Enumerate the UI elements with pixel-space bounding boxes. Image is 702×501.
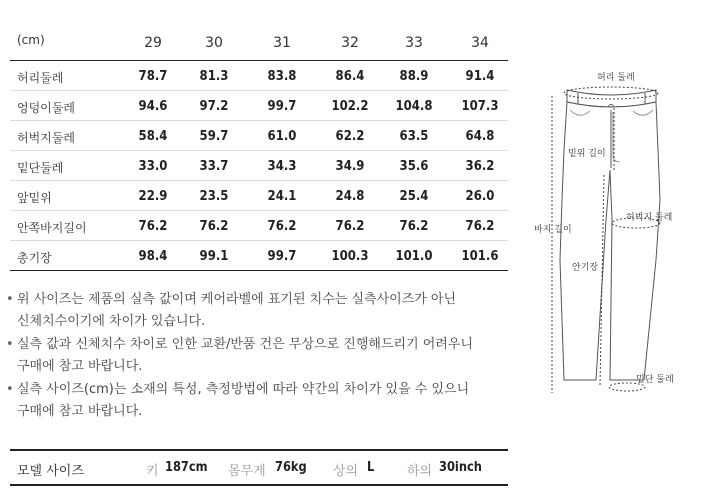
note-line: 구매에 참고 바랍니다. <box>17 359 143 374</box>
note-item <box>6 379 496 423</box>
measurement-cell: 76.2 <box>335 219 365 234</box>
measurement-cell: 24.8 <box>335 189 365 204</box>
bullet: • <box>6 292 14 307</box>
waist-label: 허리 둘레 <box>597 73 635 83</box>
measurement-cell: 94.6 <box>138 99 168 114</box>
note-item <box>6 334 496 378</box>
bottom-value: 30inch <box>439 460 482 475</box>
measurement-cell: 107.3 <box>461 99 499 114</box>
size-row <box>10 241 508 271</box>
measurement-cell: 35.6 <box>399 159 429 174</box>
top-key: 상의 <box>333 464 359 479</box>
thigh-label: 허벅지 둘레 <box>626 213 673 223</box>
measurement-cell: 76.2 <box>399 219 429 234</box>
weight-value: 76kg <box>275 460 307 475</box>
size-header: 29 <box>144 35 162 51</box>
row-label: 총기장 <box>17 251 52 265</box>
note-line: 신체치수이기에 차이가 있습니다. <box>17 314 206 329</box>
measurement-cell: 34.3 <box>267 159 297 174</box>
measurement-cell: 99.7 <box>267 249 297 264</box>
measurement-cell: 59.7 <box>199 129 229 144</box>
measurement-cell: 76.2 <box>267 219 297 234</box>
measurement-cell: 23.5 <box>199 189 229 204</box>
measurement-cell: 98.4 <box>138 249 168 264</box>
pants-measurement-diagram <box>530 60 698 400</box>
hem-label: 밑단 둘레 <box>636 375 674 385</box>
measurement-cell: 99.1 <box>199 249 229 264</box>
size-table <box>10 24 508 271</box>
size-notes <box>6 289 496 424</box>
note-item <box>6 289 496 333</box>
pants-body <box>560 102 660 380</box>
size-row <box>10 121 508 151</box>
size-row <box>10 151 508 181</box>
model-size-info <box>10 449 508 486</box>
measurement-cell: 22.9 <box>138 189 168 204</box>
measurement-cell: 76.2 <box>199 219 229 234</box>
size-row <box>10 91 508 121</box>
unit-label: (cm) <box>17 33 45 47</box>
size-header: 34 <box>471 35 489 51</box>
measurement-cell: 88.9 <box>399 69 429 84</box>
note-line: 구매에 참고 바랍니다. <box>17 404 143 419</box>
size-row <box>10 61 508 91</box>
size-header: 33 <box>405 35 423 51</box>
measurement-cell: 101.0 <box>395 249 433 264</box>
size-header: 30 <box>205 35 223 51</box>
measurement-cell: 104.8 <box>395 99 433 114</box>
row-label: 엉덩이둘레 <box>17 101 75 115</box>
measurement-cell: 62.2 <box>335 129 365 144</box>
row-label: 안쪽바지길이 <box>17 221 87 235</box>
bullet: • <box>6 337 14 352</box>
measurement-cell: 97.2 <box>199 99 229 114</box>
measurement-cell: 63.5 <box>399 129 429 144</box>
weight-key: 몸무게 <box>228 464 266 479</box>
measurement-cell: 83.8 <box>267 69 297 84</box>
measurement-cell: 24.1 <box>267 189 297 204</box>
measurement-cell: 102.2 <box>331 99 369 114</box>
length-label: 바지 길이 <box>534 225 572 235</box>
rise-label: 밑위 길이 <box>568 149 606 159</box>
size-table-body <box>10 61 508 271</box>
row-label: 밑단둘레 <box>17 161 64 175</box>
note-line: 실측 사이즈(cm)는 소재의 특성, 측정방법에 따라 약간의 차이가 있을 수 있으니 <box>17 382 470 397</box>
measurement-cell: 33.7 <box>199 159 229 174</box>
measurement-cell: 76.2 <box>138 219 168 234</box>
height-value: 187cm <box>165 460 208 475</box>
measurement-cell: 101.6 <box>461 249 499 264</box>
measurement-cell: 25.4 <box>399 189 429 204</box>
size-header-row <box>10 24 508 61</box>
size-header: 31 <box>273 35 291 51</box>
bullet: • <box>6 382 14 397</box>
size-row <box>10 211 508 241</box>
measurement-cell: 91.4 <box>465 69 495 84</box>
measurement-cell: 76.2 <box>465 219 495 234</box>
measurement-cell: 58.4 <box>138 129 168 144</box>
note-line: 실측 값과 신체치수 차이로 인한 교환/반품 건은 무상으로 진행해드리기 어려우니 <box>17 337 473 352</box>
inseam-label: 안기장 <box>572 263 599 273</box>
height-key: 키 <box>146 464 159 479</box>
measurement-cell: 64.8 <box>465 129 495 144</box>
measurement-cell: 33.0 <box>138 159 168 174</box>
row-label: 허리둘레 <box>17 71 64 85</box>
measurement-cell: 78.7 <box>138 69 168 84</box>
measurement-cell: 61.0 <box>267 129 297 144</box>
measurement-cell: 34.9 <box>335 159 365 174</box>
measurement-cell: 100.3 <box>331 249 369 264</box>
model-size-title: 모델 사이즈 <box>17 464 84 479</box>
bottom-key: 하의 <box>407 464 433 479</box>
measurement-cell: 26.0 <box>465 189 495 204</box>
size-header: 32 <box>341 35 359 51</box>
top-value: L <box>367 460 375 475</box>
size-row <box>10 181 508 211</box>
measurement-cell: 36.2 <box>465 159 495 174</box>
note-line: 위 사이즈는 제품의 실측 값이며 케어라벨에 표기된 치수는 실측사이즈가 아닌 <box>17 292 457 307</box>
measurement-cell: 81.3 <box>199 69 229 84</box>
row-label: 앞밑위 <box>17 191 52 205</box>
measurement-cell: 99.7 <box>267 99 297 114</box>
measurement-cell: 86.4 <box>335 69 365 84</box>
row-label: 허벅지둘레 <box>17 131 75 145</box>
